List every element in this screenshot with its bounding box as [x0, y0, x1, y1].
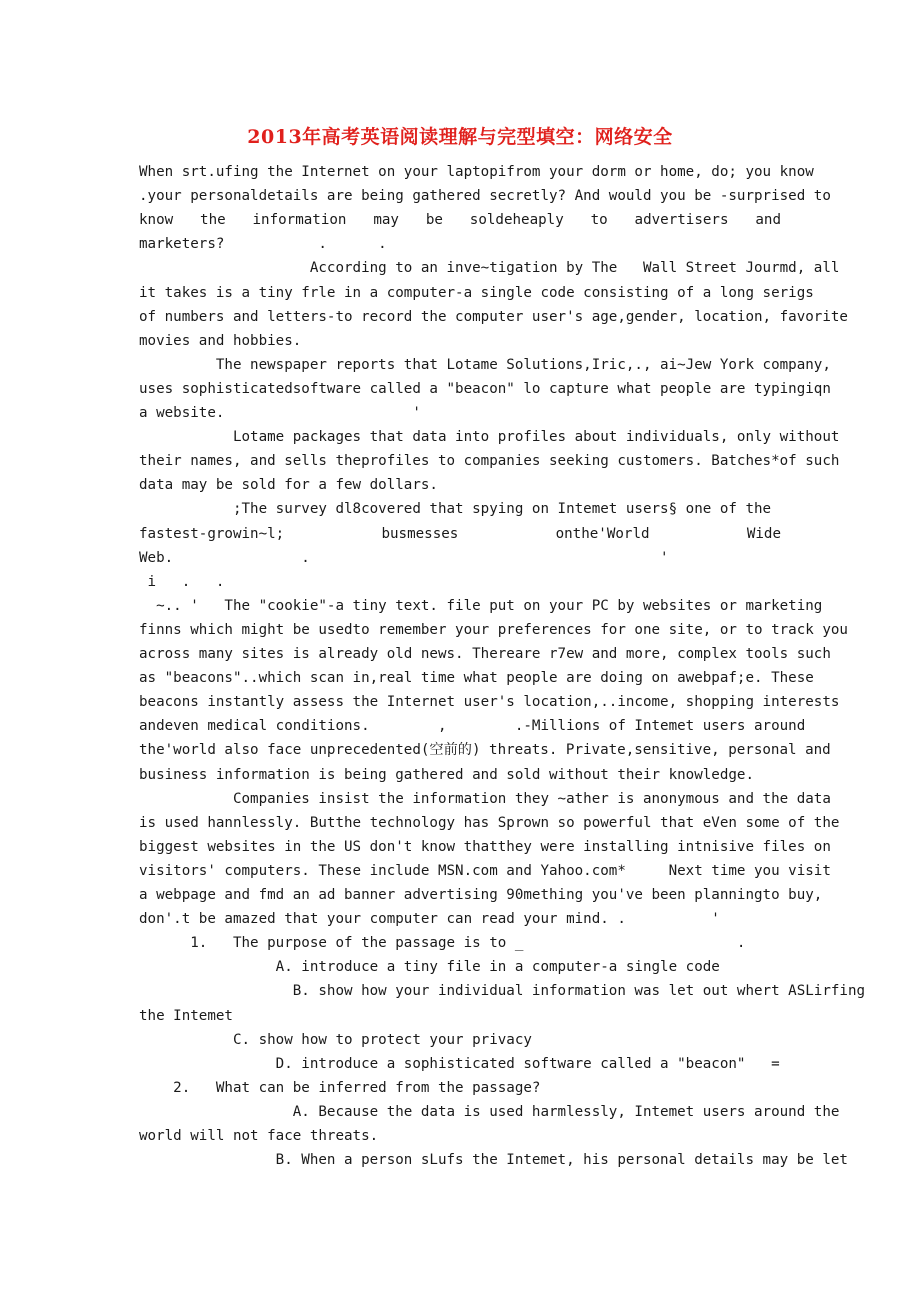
passage-line: as "beacons"..which scan in,real time what people are doing on awebpaf;e. These: [139, 670, 814, 687]
passage-line: Lotame packages that data into profiles about individuals, only without: [139, 429, 840, 446]
question-line: A. introduce a tiny file in a computer-a single code: [139, 959, 720, 976]
passage-line: it takes is a tiny frle in a computer-a single code consisting of a long serigs: [139, 284, 814, 301]
passage-line: uses sophisticatedsoftware called a "beacon" lo capture what people are typingiqn: [139, 380, 831, 397]
passage-line: a website. ': [139, 405, 421, 421]
passage-line: Companies insist the information they ~ather is anonymous and the data: [139, 790, 831, 807]
question-line: A. Because the data is used harmlessly, Intemet users around the: [139, 1103, 840, 1120]
question-line: 1. The purpose of the passage is to _ .: [139, 935, 746, 952]
question-line: B. When a person sLufs the Intemet, his personal details may be let: [139, 1152, 848, 1169]
passage-line: biggest websites in the US don't know thatthey were installing intnisive files on: [139, 838, 831, 855]
passage-line: fastest-growin~l; busmesses onthe'World Wide: [139, 525, 781, 542]
passage-line: finns which might be usedto remember your preferences for one site, or to track you: [139, 621, 848, 638]
question-line: B. show how your individual information was let out whert ASLirfing: [139, 983, 866, 1000]
passage-line: don'.t be amazed that your computer can read your mind. . ': [139, 911, 720, 928]
question-line: 2. What can be inferred from the passage?: [139, 1079, 541, 1096]
passage-line: a webpage and fmd an ad banner advertising 90mething you've been planningto buy,: [139, 887, 823, 903]
passage-line: ;The survey dl8covered that spying on Intemet users§ one of the: [139, 501, 772, 518]
passage-line: know the information may be soldeheaply to advertisers and: [139, 212, 781, 229]
passage-line: ~.. ' The "cookie"-a tiny text. file put on your PC by websites or marketing: [139, 597, 823, 614]
passage-line: data may be sold for a few dollars.: [139, 477, 438, 494]
passage-line: According to an inve~tigation by The Wall Street Jourmd, all: [139, 260, 840, 277]
passage-line: of numbers and letters-to record the computer user's age,gender, location, favorite: [139, 308, 848, 325]
question-line: the Intemet: [139, 1007, 233, 1024]
passage-line: marketers? . .: [139, 236, 387, 253]
passage-line: movies and hobbies.: [139, 332, 302, 349]
document-title: 2013年高考英语阅读理解与完型填空：网络安全: [247, 126, 673, 148]
question-line: D. introduce a sophisticated software called a "beacon" =: [139, 1055, 780, 1072]
passage-line: The newspaper reports that Lotame Solutions,Iric,., ai~Jew York company,: [139, 356, 831, 373]
question-line: world will not face threats.: [139, 1128, 379, 1144]
passage-line: their names, and sells theprofiles to companies seeking customers. Batches*of such: [139, 453, 840, 470]
passage-line: beacons instantly assess the Internet user's location,..income, shopping interests: [139, 694, 840, 711]
passage-line: the'world also face unprecedented(空前的) threats. Private,sensitive, personal and: [139, 742, 831, 759]
passage-line: .your personaldetails are being gathered secretly? And would you be -surprised to: [139, 188, 831, 205]
passage-line: andeven medical conditions. , .-Millions of Intemet users around: [139, 718, 806, 735]
passage-line: is used hannlessly. Butthe technology has Sprown so powerful that eVen some of the: [139, 814, 840, 831]
question-line: C. show how to protect your privacy: [139, 1031, 532, 1048]
passage-line: Web. . ': [139, 549, 669, 566]
passage-line: across many sites is already old news. Thereare r7ew and more, complex tools such: [139, 646, 831, 662]
passage-line: When srt.ufing the Internet on your laptopifrom your dorm or home, do; you know: [139, 164, 814, 180]
passage-line: visitors' computers. These include MSN.com and Yahoo.com* Next time you visit: [139, 862, 831, 879]
passage-line: business information is being gathered and sold without their knowledge.: [139, 766, 754, 783]
passage-line: i . .: [139, 573, 225, 590]
